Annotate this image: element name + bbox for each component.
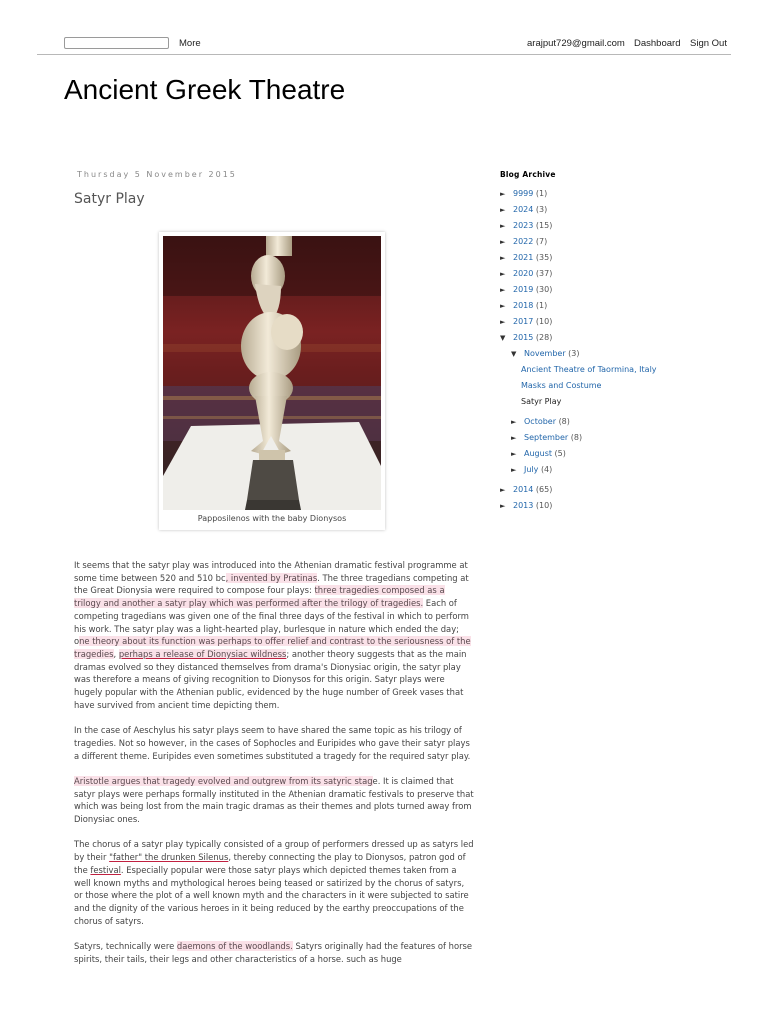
archive-count: (7): [535, 237, 548, 246]
archive-year-link[interactable]: 2014: [513, 485, 534, 494]
archive-year-link[interactable]: 2018: [513, 301, 534, 310]
expand-toggle-icon[interactable]: ►: [500, 318, 506, 326]
image-caption: Papposilenos with the baby Dionysos: [197, 514, 347, 523]
current-post-label: Satyr Play: [521, 397, 562, 406]
archive-post-link[interactable]: Masks and Costume: [521, 381, 602, 390]
expand-toggle-icon[interactable]: ►: [500, 270, 506, 278]
archive-year: [500, 316, 730, 332]
archive-count: (8): [558, 417, 570, 426]
highlight: Aristotle argues that tragedy evolved and outgrew from its satyric stag: [74, 775, 373, 786]
archive-count: (8): [570, 433, 583, 442]
paragraph: The chorus of a satyr play typically consisted of a group of performers dressed up as satyrs led by their "father" the drunken Silenus, thereby connecting the play to Dionysos, patron god of the festival. Especially popular were those satyr plays which depicted themes taken from a well known myths and mythological heroes being teased or satirized by the chorus of satyrs, or those where the plot of a well known myth and the characters in it were subjected to satire and the dignity of the various heroes in it being reduced by the earthy preoccupations of the chorus of satyrs.: [74, 839, 474, 926]
archive-year-link[interactable]: 2019: [513, 285, 534, 294]
archive-year: [500, 252, 730, 268]
sign-out-link[interactable]: Sign Out: [690, 38, 727, 49]
archive-year-link[interactable]: 2020: [513, 269, 534, 278]
archive-month-link[interactable]: September: [524, 433, 569, 442]
archive-year-link[interactable]: 2021: [513, 253, 534, 262]
paragraph: In the case of Aeschylus his satyr plays seem to have shared the same topic as his trilogy of tragedies. Not so however, in the cases of Sophocles and Euripides who gave their satyr plays a different theme. Euripides even sometimes substituted a tragedy for the required satyr play.: [74, 725, 471, 761]
archive-count: (15): [535, 221, 553, 230]
expand-toggle-icon[interactable]: ►: [511, 466, 517, 474]
archive-count: (5): [554, 449, 566, 458]
dashboard-link[interactable]: Dashboard: [634, 38, 681, 49]
archive-month: [500, 448, 730, 464]
archive-count: (4): [540, 465, 553, 474]
statue-image: [163, 236, 381, 510]
archive-count: (35): [535, 253, 553, 262]
collapse-toggle-icon[interactable]: ▼: [500, 334, 506, 342]
expand-toggle-icon[interactable]: ►: [500, 254, 506, 262]
archive-year-link[interactable]: 2017: [513, 317, 534, 326]
underline: "father" the drunken Silenus: [109, 852, 229, 863]
expand-toggle-icon[interactable]: ►: [500, 222, 506, 230]
blog-title[interactable]: Ancient Greek Theatre: [64, 74, 346, 105]
more-link[interactable]: More: [179, 38, 201, 49]
archive-year: [500, 204, 730, 220]
archive-year-link[interactable]: 9999: [513, 189, 534, 198]
archive-year-link[interactable]: 2023: [513, 221, 534, 230]
expand-toggle-icon[interactable]: ►: [500, 502, 506, 510]
archive-year-link[interactable]: 2013: [513, 501, 534, 510]
archive-count: (3): [535, 205, 548, 214]
archive-year: [500, 284, 730, 300]
archive-count: (37): [535, 269, 553, 278]
highlight: perhaps a release of Dionysiac wildness: [118, 648, 287, 659]
post-title: Satyr Play: [74, 191, 145, 207]
archive-month-link[interactable]: November: [524, 349, 566, 358]
post-figure: [159, 232, 385, 530]
expand-toggle-icon[interactable]: ►: [511, 450, 517, 458]
archive-year: [500, 188, 730, 204]
archive-count: (30): [535, 285, 553, 294]
expand-toggle-icon[interactable]: ►: [500, 486, 506, 494]
archive-post: [500, 364, 730, 380]
archive-count: (10): [535, 317, 553, 326]
paragraph: It seems that the satyr play was introduced into the Athenian dramatic festival programme at some time between 520 and 510 bc, invented by Pratinas. The three tragedians competing at the Great Dionysia were required to compose four plays: three tragedies composed as a trilogy and another a satyr play which was performed after the trilogy of tragedies. Each of competing tragedians was given one of the final three days of the festival in which to perform his work. The satyr play was a light-hearted play, burlesque in nature which ended the day; one theory about its function was perhaps to offer relief and contrast to the seriousness of the tragedies, perhaps a release of Dionysiac wildness; another theory suggests that as the main dramas evolved so they distanced themselves from drama's Dionysiac origin, the satyr play was therefore a means of giving recognition to Dionysos for this origin. Satyr plays were hugely popular with the Athenian public, evidenced by the huge number of Greek vases that have survived from ancient time depicting them.: [74, 560, 471, 710]
archive-month: [500, 348, 730, 364]
archive-year: [500, 220, 730, 236]
archive-post: [500, 380, 730, 396]
archive-year: [500, 268, 730, 284]
archive-count: (28): [535, 333, 553, 342]
archive-month: [500, 464, 730, 480]
collapse-toggle-icon[interactable]: ▼: [511, 350, 517, 358]
archive-month-link[interactable]: July: [524, 465, 539, 474]
archive-month: [500, 432, 730, 448]
highlight: ne theory about its function was perhaps to offer relief and contrast to the seriousness of the tragedies: [74, 636, 471, 659]
underline: festival: [90, 864, 121, 875]
post-body: [74, 559, 474, 978]
archive-year: [500, 300, 730, 316]
archive-year: [500, 484, 730, 500]
archive-year: [500, 332, 730, 348]
expand-toggle-icon[interactable]: ►: [500, 238, 506, 246]
archive-post-link[interactable]: Ancient Theatre of Taormina, Italy: [521, 365, 657, 374]
expand-toggle-icon[interactable]: ►: [500, 206, 506, 214]
highlight: daemons of the woodlands.: [176, 941, 293, 952]
expand-toggle-icon[interactable]: ►: [500, 286, 506, 294]
archive-count: (3): [568, 349, 580, 358]
user-email-link[interactable]: arajput729@gmail.com: [527, 38, 625, 49]
expand-toggle-icon[interactable]: ►: [511, 418, 517, 426]
paragraph: Satyrs, technically were daemons of the woodlands. Satyrs originally had the features of horse spirits, their tails, their legs and other characteristics of a horse. such as huge: [74, 941, 473, 964]
archive-post: [500, 396, 730, 412]
archive-month-link[interactable]: October: [524, 417, 557, 426]
search-input[interactable]: [64, 37, 169, 49]
archive-month-link[interactable]: August: [524, 449, 552, 458]
archive-count: (1): [535, 301, 548, 310]
archive-year: [500, 500, 730, 516]
archive-count: (65): [535, 485, 553, 494]
highlight: three tragedies composed as a trilogy and another a satyr play which was performed after the trilogy of tragedies.: [74, 585, 445, 609]
blogger-navbar: [37, 30, 731, 55]
post-date: Thursday 5 November 2015: [77, 170, 237, 179]
highlight: , invented by Pratinas: [225, 572, 318, 583]
archive-year: [500, 236, 730, 252]
archive-year-link[interactable]: 2022: [513, 237, 534, 246]
expand-toggle-icon[interactable]: ►: [500, 190, 506, 198]
expand-toggle-icon[interactable]: ►: [511, 434, 517, 442]
archive-count: (1): [535, 189, 548, 198]
statue-photo[interactable]: [163, 236, 381, 510]
blog-archive: [500, 170, 730, 516]
archive-count: (10): [535, 501, 553, 510]
archive-year-link[interactable]: 2024: [513, 205, 534, 214]
archive-month: [500, 416, 730, 432]
expand-toggle-icon[interactable]: ►: [500, 302, 506, 310]
blog-archive-title: Blog Archive: [500, 170, 556, 179]
archive-year-link[interactable]: 2015: [513, 333, 534, 342]
paragraph: Aristotle argues that tragedy evolved and outgrew from its satyric stage. It is claimed that satyr plays were perhaps formally instituted in the Athenian dramatic festivals to preserve that which was being lost from the main tragic dramas as their themes and plots turned away from Dionysiac ones.: [74, 775, 474, 825]
